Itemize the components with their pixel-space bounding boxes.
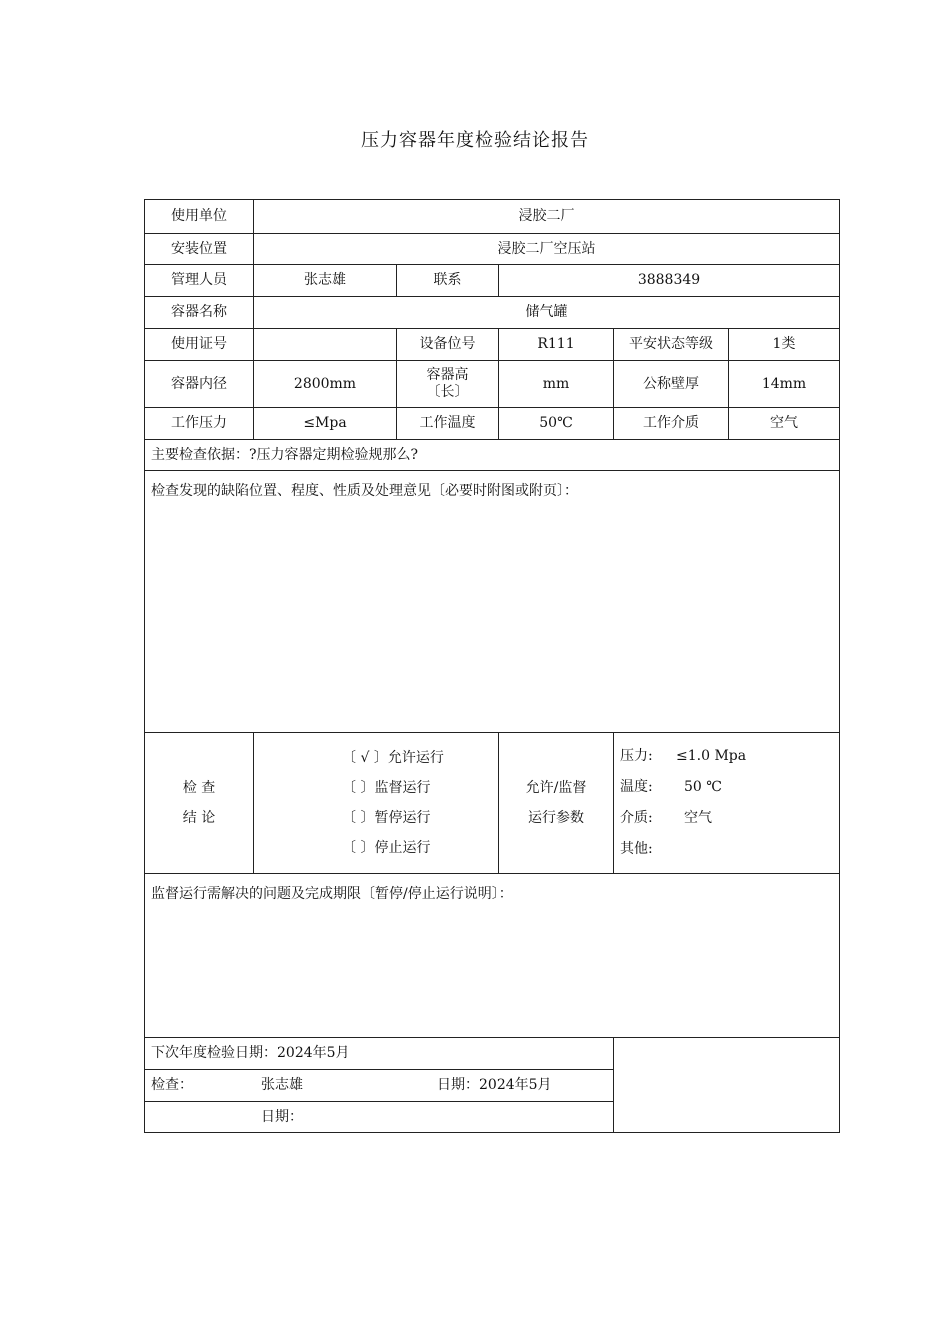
checker-line	[145, 1070, 614, 1102]
inspection-basis: 主要检查依据：?压力容器定期检验规那么?	[145, 440, 840, 471]
row-next-date	[145, 1038, 840, 1070]
location-label: 安装位置	[145, 234, 254, 265]
params-label-line2: 运行参数	[528, 810, 584, 826]
medium-value: 空气	[729, 408, 840, 440]
contact-value: 3888349	[499, 265, 840, 297]
safety-value: 1类	[729, 329, 840, 361]
option-stop: 〔 〕停止运行	[342, 840, 431, 856]
row-supervision	[145, 874, 840, 1038]
inspection-report-table	[144, 199, 840, 1133]
vessel-name-label: 容器名称	[145, 297, 254, 329]
date2-label: 日期：	[261, 1108, 303, 1125]
param-pressure: 压力: ≤1.0 Mpa	[620, 748, 747, 764]
pressure-label: 工作压力	[145, 408, 254, 440]
position-value: R111	[499, 329, 614, 361]
row-unit	[145, 200, 840, 234]
conclusion-label-line2: 结 论	[182, 810, 216, 826]
row-manager	[145, 265, 840, 297]
height-label-line1: 容器高	[426, 367, 469, 383]
defects-section: 检查发现的缺陷位置、程度、性质及处理意见〔必要时附图或附页〕：	[145, 471, 840, 733]
row-vessel-name	[145, 297, 840, 329]
cert-label: 使用证号	[145, 329, 254, 361]
conclusion-label-line1: 检 查	[182, 780, 216, 796]
vessel-name-value: 储气罐	[254, 297, 840, 329]
check-label: 检查：	[151, 1077, 193, 1093]
check-date: 日期：2024年5月	[437, 1077, 552, 1093]
unit-value: 浸胶二厂	[254, 200, 840, 234]
row-location	[145, 234, 840, 265]
height-label-line2: 〔长〕	[426, 384, 469, 400]
unit-label: 使用单位	[145, 200, 254, 234]
medium-label: 工作介质	[614, 408, 729, 440]
row-conclusion	[145, 733, 840, 874]
wall-label: 公称壁厚	[614, 361, 729, 408]
location-value: 浸胶二厂空压站	[254, 234, 840, 265]
option-supervise: 〔 〕监督运行	[342, 780, 431, 796]
params-label	[499, 733, 614, 874]
pressure-value: ≤Mpa	[254, 408, 397, 440]
date2-line	[145, 1102, 614, 1133]
manager-label: 管理人员	[145, 265, 254, 297]
safety-label: 平安状态等级	[614, 329, 729, 361]
supervision-section: 监督运行需解决的问题及完成期限〔暂停/停止运行说明〕：	[145, 874, 840, 1038]
conclusion-label	[145, 733, 254, 874]
manager-value: 张志雄	[254, 265, 397, 297]
conclusion-options	[254, 733, 499, 874]
page-title: 压力容器年度检验结论报告	[361, 130, 589, 151]
row-basis	[145, 440, 840, 471]
param-temperature: 温度: 50 ℃	[620, 779, 722, 795]
row-defects	[145, 471, 840, 733]
cert-value	[254, 329, 397, 361]
temp-value: 50℃	[499, 408, 614, 440]
height-value: mm	[499, 361, 614, 408]
option-suspend: 〔 〕暂停运行	[342, 810, 431, 826]
temp-label: 工作温度	[397, 408, 499, 440]
next-inspection-date: 下次年度检验日期：2024年5月	[145, 1038, 614, 1070]
stamp-area	[614, 1038, 840, 1133]
param-medium: 介质: 空气	[620, 810, 712, 826]
height-label	[397, 361, 499, 408]
position-label: 设备位号	[397, 329, 499, 361]
row-dimensions	[145, 361, 840, 408]
contact-label: 联系	[397, 265, 499, 297]
operating-params	[614, 733, 840, 874]
option-allow: 〔 √ 〕允许运行	[342, 750, 444, 766]
row-working	[145, 408, 840, 440]
wall-value: 14mm	[729, 361, 840, 408]
checker-name: 张志雄	[261, 1077, 303, 1093]
row-cert	[145, 329, 840, 361]
params-label-line1: 允许/监督	[525, 780, 587, 796]
diameter-label: 容器内径	[145, 361, 254, 408]
param-other: 其他:	[620, 841, 653, 857]
diameter-value: 2800mm	[254, 361, 397, 408]
